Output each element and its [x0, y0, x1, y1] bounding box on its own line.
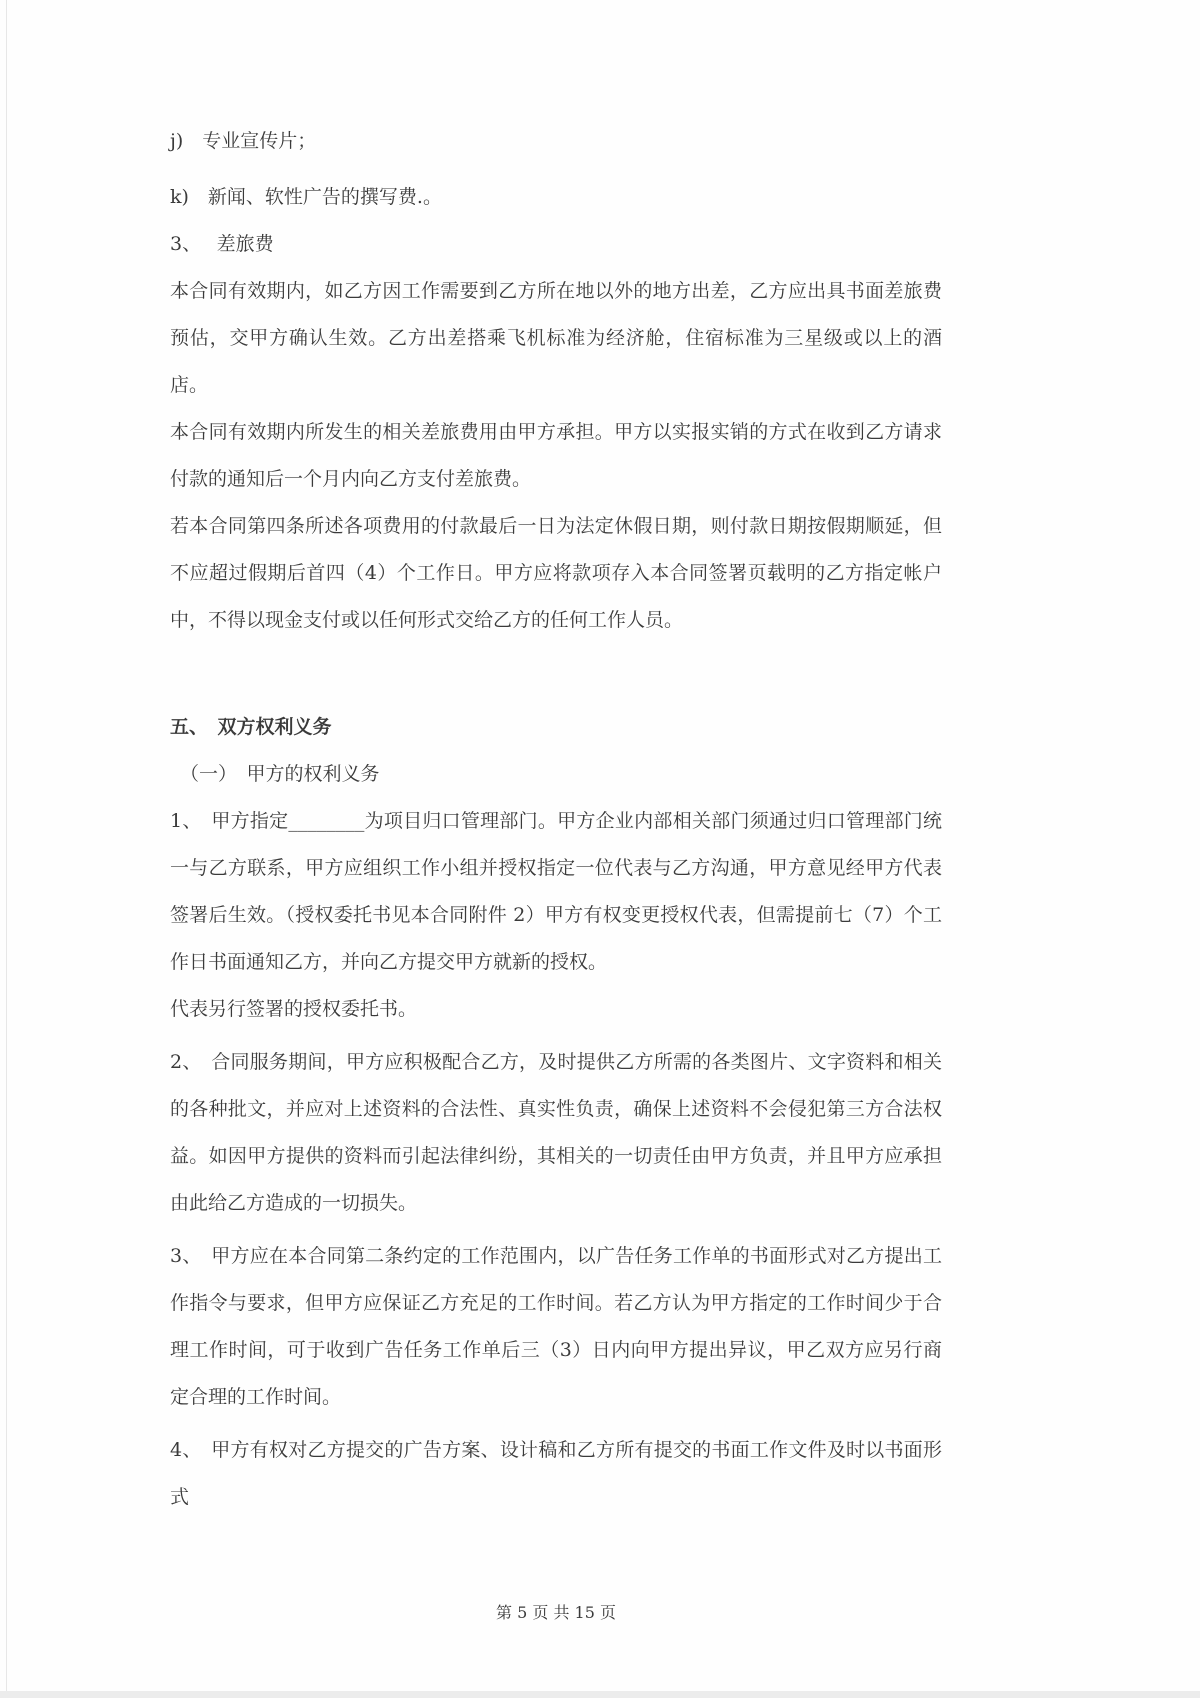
- page-number-footer: 第 5 页 共 15 页: [496, 1603, 616, 1622]
- list-item-j: j) 专业宣传片；: [170, 130, 317, 152]
- document-body: [170, 118, 942, 1521]
- list-item-k: k) 新闻、软性广告的撰写费.。: [170, 186, 442, 208]
- paragraph-travel-1: 本合同有效期内，如乙方因工作需要到乙方所在地以外的地方出差，乙方应出具书面差旅费预估，交甲方确认生效。乙方出差搭乘飞机标准为经济舱，住宿标准为三星级或以上的酒店。: [170, 280, 942, 396]
- paragraph-payment-holiday: 若本合同第四条所述各项费用的付款最后一日为法定休假日期，则付款日期按假期顺延，但不应超过假期后首四（4）个工作日。甲方应将款项存入本合同签署页载明的乙方指定帐户中，不得以现金支付或以任何形式交给乙方的任何工作人员。: [170, 515, 942, 631]
- clause-item-3: 3、 甲方应在本合同第二条约定的工作范围内，以广告任务工作单的书面形式对乙方提出工作指令与要求，但甲方应保证乙方充足的工作时间。若乙方认为甲方指定的工作时间少于合理工作时间，可于收到广告任务工作单后三（3）日内向甲方提出异议，甲乙双方应另行商定合理的工作时间。: [170, 1245, 942, 1408]
- subsection-heading-party-a: （一） 甲方的权利义务: [180, 763, 380, 785]
- clause-item-1-continuation: 代表另行签署的授权委托书。: [170, 998, 418, 1020]
- section-heading-rights-obligations: 五、 双方权利义务: [170, 716, 332, 738]
- paragraph-travel-2: 本合同有效期内所发生的相关差旅费用由甲方承担。甲方以实报实销的方式在收到乙方请求付款的通知后一个月内向乙方支付差旅费。: [170, 421, 942, 490]
- clause-item-4: 4、 甲方有权对乙方提交的广告方案、设计稿和乙方所有提交的书面工作文件及时以书面形式: [170, 1439, 942, 1508]
- heading-travel-expenses: 3、 差旅费: [170, 233, 274, 255]
- clause-item-2: 2、 合同服务期间，甲方应积极配合乙方，及时提供乙方所需的各类图片、文字资料和相关的各种批文，并应对上述资料的合法性、真实性负责，确保上述资料不会侵犯第三方合法权益。如因甲方提供的资料而引起法律纠纷，其相关的一切责任由甲方负责，并且甲方应承担由此给乙方造成的一切损失。: [170, 1051, 942, 1214]
- page-bottom-edge: [0, 1691, 1200, 1698]
- page-left-edge: [6, 0, 7, 1698]
- clause-item-1: 1、 甲方指定________为项目归口管理部门。甲方企业内部相关部门须通过归口管理部门统一与乙方联系，甲方应组织工作小组并授权指定一位代表与乙方沟通，甲方意见经甲方代表签署后生效。（授权委托书见本合同附件 2）甲方有权变更授权代表，但需提前七（7）个工作日书面通知乙方，并向乙方提交甲方就新的授权。: [170, 810, 942, 973]
